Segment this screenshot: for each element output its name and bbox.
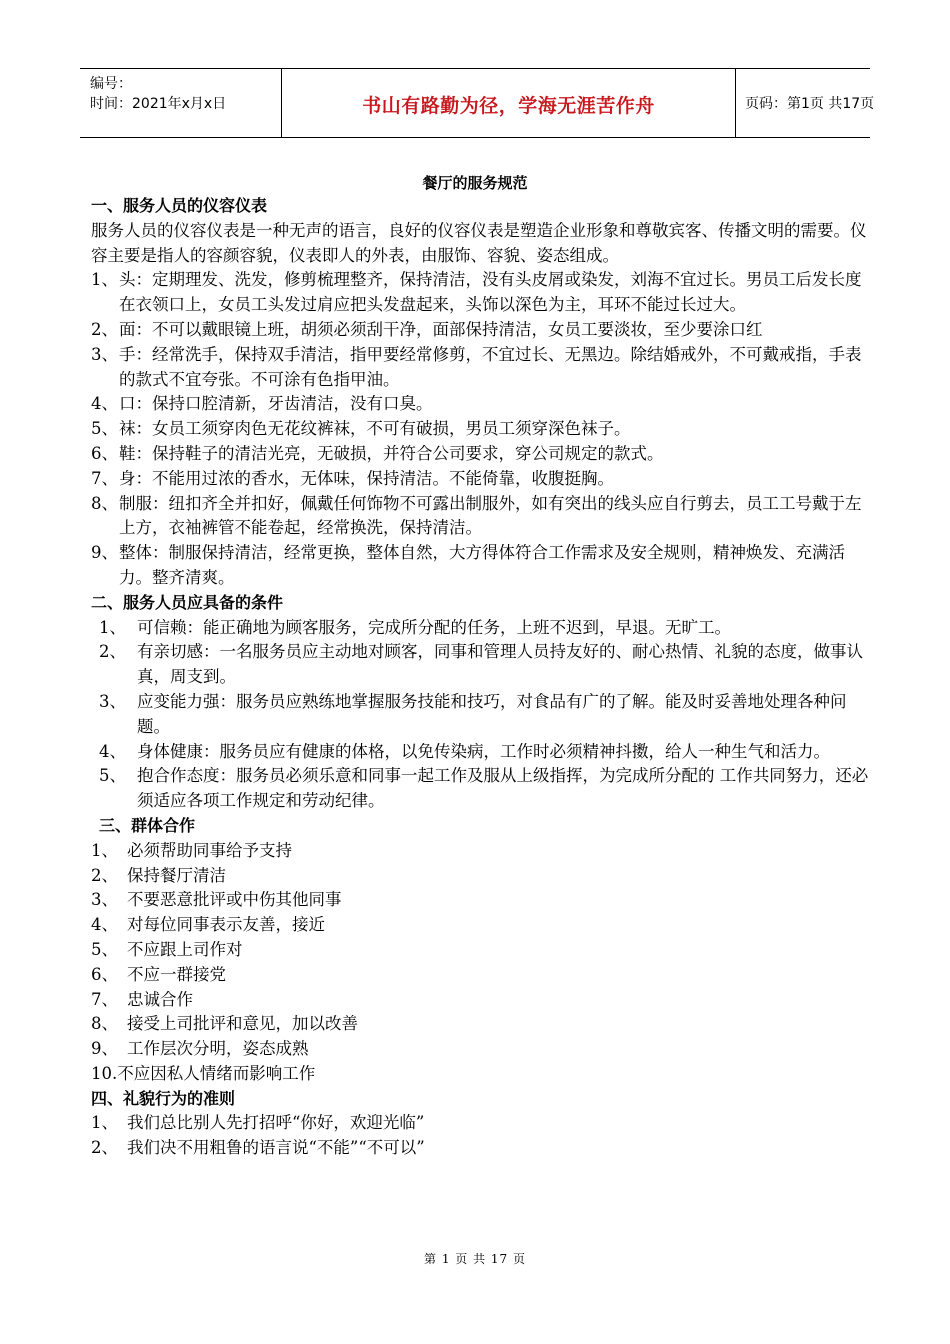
page-header-table	[80, 68, 875, 138]
list-number: 2、	[91, 865, 118, 885]
list-item	[91, 1136, 871, 1161]
header-page-cell	[735, 69, 875, 137]
list-text: 保持餐厅清洁	[127, 865, 226, 885]
list-number: 4、	[91, 394, 118, 414]
list-number: 8、	[91, 493, 118, 513]
list-text: 应变能力强：服务员应熟练地掌握服务技能和技巧，对食品有广的了解。能及时妥善地处理各种问题。	[137, 691, 847, 736]
list-text: 口：保持口腔清新，牙齿清洁，没有口臭。	[119, 394, 433, 414]
header-page-number: 页码：第1页 共17页	[745, 96, 875, 112]
list-item	[91, 541, 871, 591]
list-item	[91, 913, 871, 938]
list-item	[91, 268, 871, 318]
list-text: 头：定期理发、洗发，修剪梳理整齐，保持清洁，没有头皮屑或染发，刘海不宜过长。男员工后发长度在衣领口上，女员工头发过肩应把头发盘起来，头饰以深色为主，耳环不能过长过大。	[119, 270, 862, 315]
list-item	[91, 392, 871, 417]
list-item	[91, 1037, 871, 1062]
section-intro: 服务人员的仪容仪表是一种无声的语言，良好的仪容仪表是塑造企业形象和尊敬宾客、传播文明的需要。仪容主要是指人的容颜容貌，仪表即人的外表，由服饰、容貌、姿态组成。	[91, 220, 867, 265]
list-text: 面：不可以戴眼镜上班，胡须必须刮干净，面部保持清洁，女员工要淡妆，至少要涂口红	[119, 319, 763, 339]
list-number: 2、	[91, 319, 118, 339]
list-text: 制服：纽扣齐全并扣好，佩戴任何饰物不可露出制服外，如有突出的线头应自行剪去，员工工号戴于左上方，衣袖裤管不能卷起，经常换洗，保持清洁。	[119, 493, 862, 538]
document-code-label: 编号：	[90, 76, 132, 92]
list-text: 袜：女员工须穿肉色无花纹裤袜，不可有破损，男员工须穿深色袜子。	[119, 419, 631, 439]
list-item	[91, 1012, 871, 1037]
list-text: 对每位同事表示友善，接近	[127, 915, 325, 935]
document-body	[91, 194, 871, 1161]
list-item	[91, 988, 871, 1013]
list-text: 不应一群接党	[127, 964, 226, 984]
list-item	[91, 963, 871, 988]
list-item	[91, 616, 871, 641]
list-number: 6、	[91, 964, 118, 984]
list-number: 8、	[91, 1014, 118, 1034]
list-number: 4、	[91, 915, 118, 935]
list-number: 7、	[91, 989, 118, 1009]
list-item	[91, 442, 871, 467]
list-number: 1、	[91, 1113, 118, 1133]
header-meta-cell	[80, 69, 281, 137]
page-footer: 第 1 页 共 17 页	[424, 1252, 526, 1266]
list-number: 1、	[99, 617, 126, 637]
list-text: 整体：制服保持清洁，经常更换，整体自然，大方得体符合工作需求及安全规则，精神焕发、充满活力。整齐清爽。	[119, 543, 845, 587]
list-item	[91, 343, 871, 393]
list-item	[91, 467, 871, 492]
list-number: 4、	[99, 741, 126, 761]
list-text: 抱合作态度：服务员必须乐意和同事一起工作及服从上级指挥，为完成所分配的 工作共同努力，还必须适应各项工作规定和劳动纪律。	[137, 766, 869, 811]
list-item	[91, 839, 871, 864]
list-item	[91, 417, 871, 442]
list-item: 10.不应因私人情绪而影响工作	[91, 1063, 316, 1083]
list-item	[91, 740, 871, 765]
list-text: 身：不能用过浓的香水，无体味，保持清洁。不能倚靠，收腹挺胸。	[119, 468, 614, 488]
list-number: 9、	[91, 1039, 118, 1059]
list-text: 有亲切感：一名服务员应主动地对顾客，同事和管理人员持友好的、耐心热情、礼貌的态度，做事认真，周支到。	[137, 642, 863, 687]
header-motto-cell	[281, 69, 736, 137]
list-number: 5、	[99, 766, 126, 786]
list-text: 必须帮助同事给予支持	[127, 840, 292, 860]
header-motto: 书山有路勤为径，学海无涯苦作舟	[362, 95, 655, 117]
list-item	[91, 690, 871, 740]
list-number: 3、	[91, 344, 118, 364]
list-text: 不要恶意批评或中伤其他同事	[127, 890, 342, 910]
list-text: 工作层次分明，姿态成熟	[127, 1039, 309, 1059]
list-item	[91, 864, 871, 889]
list-text: 忠诚合作	[127, 989, 193, 1009]
list-text: 我们总比别人先打招呼“你好，欢迎光临”	[127, 1113, 425, 1133]
list-number: 3、	[99, 691, 126, 711]
list-number: 9、	[91, 543, 118, 563]
list-item	[91, 764, 871, 814]
list-item	[91, 888, 871, 913]
section-heading: 三、群体合作	[99, 815, 196, 835]
list-text: 可信赖：能正确地为顾客服务，完成所分配的任务，上班不迟到，早退。无旷工。	[137, 617, 731, 637]
list-number: 3、	[91, 890, 118, 910]
list-text: 身体健康：服务员应有健康的体格，以免传染病，工作时必须精神抖擞，给人一种生气和活力。	[137, 741, 830, 761]
list-item	[91, 1111, 871, 1136]
section-heading: 二、服务人员应具备的条件	[91, 592, 284, 612]
list-number: 1、	[91, 840, 118, 860]
list-number: 6、	[91, 443, 118, 463]
list-number: 2、	[99, 642, 126, 662]
document-date-label: 时间：2021年x月x日	[90, 96, 227, 112]
list-number: 1、	[91, 270, 118, 290]
list-item	[91, 492, 871, 542]
list-number: 7、	[91, 468, 118, 488]
list-text: 我们决不用粗鲁的语言说“不能”“不可以”	[127, 1138, 425, 1158]
section-heading: 一、服务人员的仪容仪表	[91, 196, 268, 215]
list-item	[91, 640, 871, 690]
section-heading: 四、礼貌行为的准则	[91, 1088, 236, 1108]
list-text: 鞋：保持鞋子的清洁光亮，无破损，并符合公司要求，穿公司规定的款式。	[119, 443, 664, 463]
list-text: 接受上司批评和意见，加以改善	[127, 1014, 358, 1034]
list-item	[91, 318, 871, 343]
document-title: 餐厅的服务规范	[422, 174, 528, 192]
list-text: 手：经常洗手，保持双手清洁，指甲要经常修剪，不宜过长、无黑边。除结婚戒外，不可戴戒指，手表的款式不宜夸张。不可涂有色指甲油。	[119, 344, 862, 389]
list-number: 5、	[91, 419, 118, 439]
list-item	[91, 938, 871, 963]
list-text: 不应跟上司作对	[127, 939, 243, 959]
list-number: 5、	[91, 939, 118, 959]
list-number: 2、	[91, 1138, 118, 1158]
